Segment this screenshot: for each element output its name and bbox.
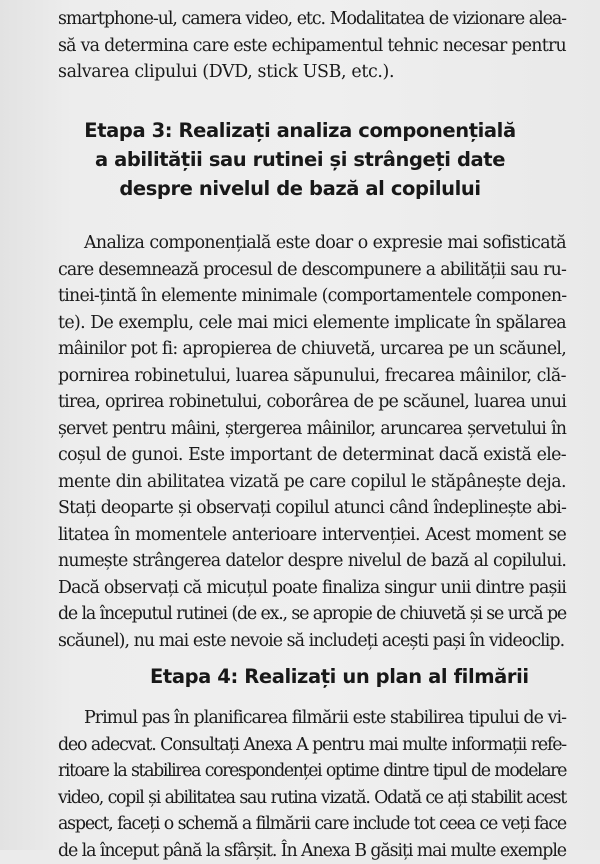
text-line: numește strângerea datelor despre nivelul de bază al copilului. <box>58 548 566 575</box>
text-line: mente din abilitatea vizată pe care copilul le stăpânește deja. <box>58 469 566 496</box>
step3-paragraph <box>58 230 566 654</box>
text-line: tinei-țintă în elemente minimale (comportamentele componen- <box>58 283 566 310</box>
text-line: pornirea robinetului, luarea săpunului, frecarea mâinilor, clă- <box>58 363 566 390</box>
text-line: deo adecvat. Consultați Anexa A pentru mai multe informații refe- <box>58 732 566 759</box>
text-line: Stați deoparte și observați copilul atunci când îndeplinește abi- <box>58 495 566 522</box>
text-line: mâinilor pot fi: apropierea de chiuvetă, urcarea pe un scăunel, <box>58 336 566 363</box>
text-line: scăunel), nu mai este nevoie să includeți acești pași în videoclip. <box>58 628 566 655</box>
text-line: de la început până la sfârșit. În Anexa B găsiți mai multe exemple <box>58 838 566 864</box>
text-line: coșul de gunoi. Este important de determinat dacă există ele- <box>58 442 566 469</box>
step4-heading: Etapa 4: Realizați un plan al filmării <box>150 662 529 691</box>
text-line: tirea, oprirea robinetului, coborârea de pe scăunel, luarea unui <box>58 389 566 416</box>
text-line: video, copil și abilitatea sau rutina vizată. Odată ce ați stabilit acest <box>58 785 566 812</box>
text-line: de la începutul rutinei (de ex., se apropie de chiuvetă și se urcă pe <box>58 601 566 628</box>
heading-line: Etapa 3: Realizați analiza componențială <box>0 116 600 145</box>
text-line: litatea în momentele anterioare intervenției. Acest moment se <box>58 522 566 549</box>
text-line: să va determina care este echipamentul tehnic necesar pentru <box>58 33 566 60</box>
text-line: salvarea clipului (DVD, stick USB, etc.). <box>58 59 566 86</box>
top-paragraph <box>58 6 566 86</box>
heading-line: despre nivelul de bază al copilului <box>0 174 600 203</box>
text-line: aspect, faceți o schemă a filmării care include tot ceea ce veți face <box>58 811 566 838</box>
text-line: ritoare la stabilirea corespondenței optime dintre tipul de modelare <box>58 758 566 785</box>
text-line: smartphone-ul, camera video, etc. Modalitatea de vizionare alea- <box>58 6 566 33</box>
text-line: șervet pentru mâini, ștergerea mâinilor, aruncarea șervetului în <box>58 416 566 443</box>
step4-paragraph <box>58 705 566 864</box>
text-line: Dacă observați că micuțul poate finaliza singur unii dintre pașii <box>58 575 566 602</box>
text-line: te). De exemplu, cele mai mici elemente implicate în spălarea <box>58 310 566 337</box>
text-line: care desemnează procesul de descompunere a abilității sau ru- <box>58 257 566 284</box>
heading-line: a abilității sau rutinei și strângeți date <box>0 145 600 174</box>
text-line: Primul pas în planificarea filmării este stabilirea tipului de vi- <box>58 705 566 732</box>
step3-heading <box>0 116 600 203</box>
text-line: Analiza componențială este doar o expresie mai sofisticată <box>58 230 566 257</box>
